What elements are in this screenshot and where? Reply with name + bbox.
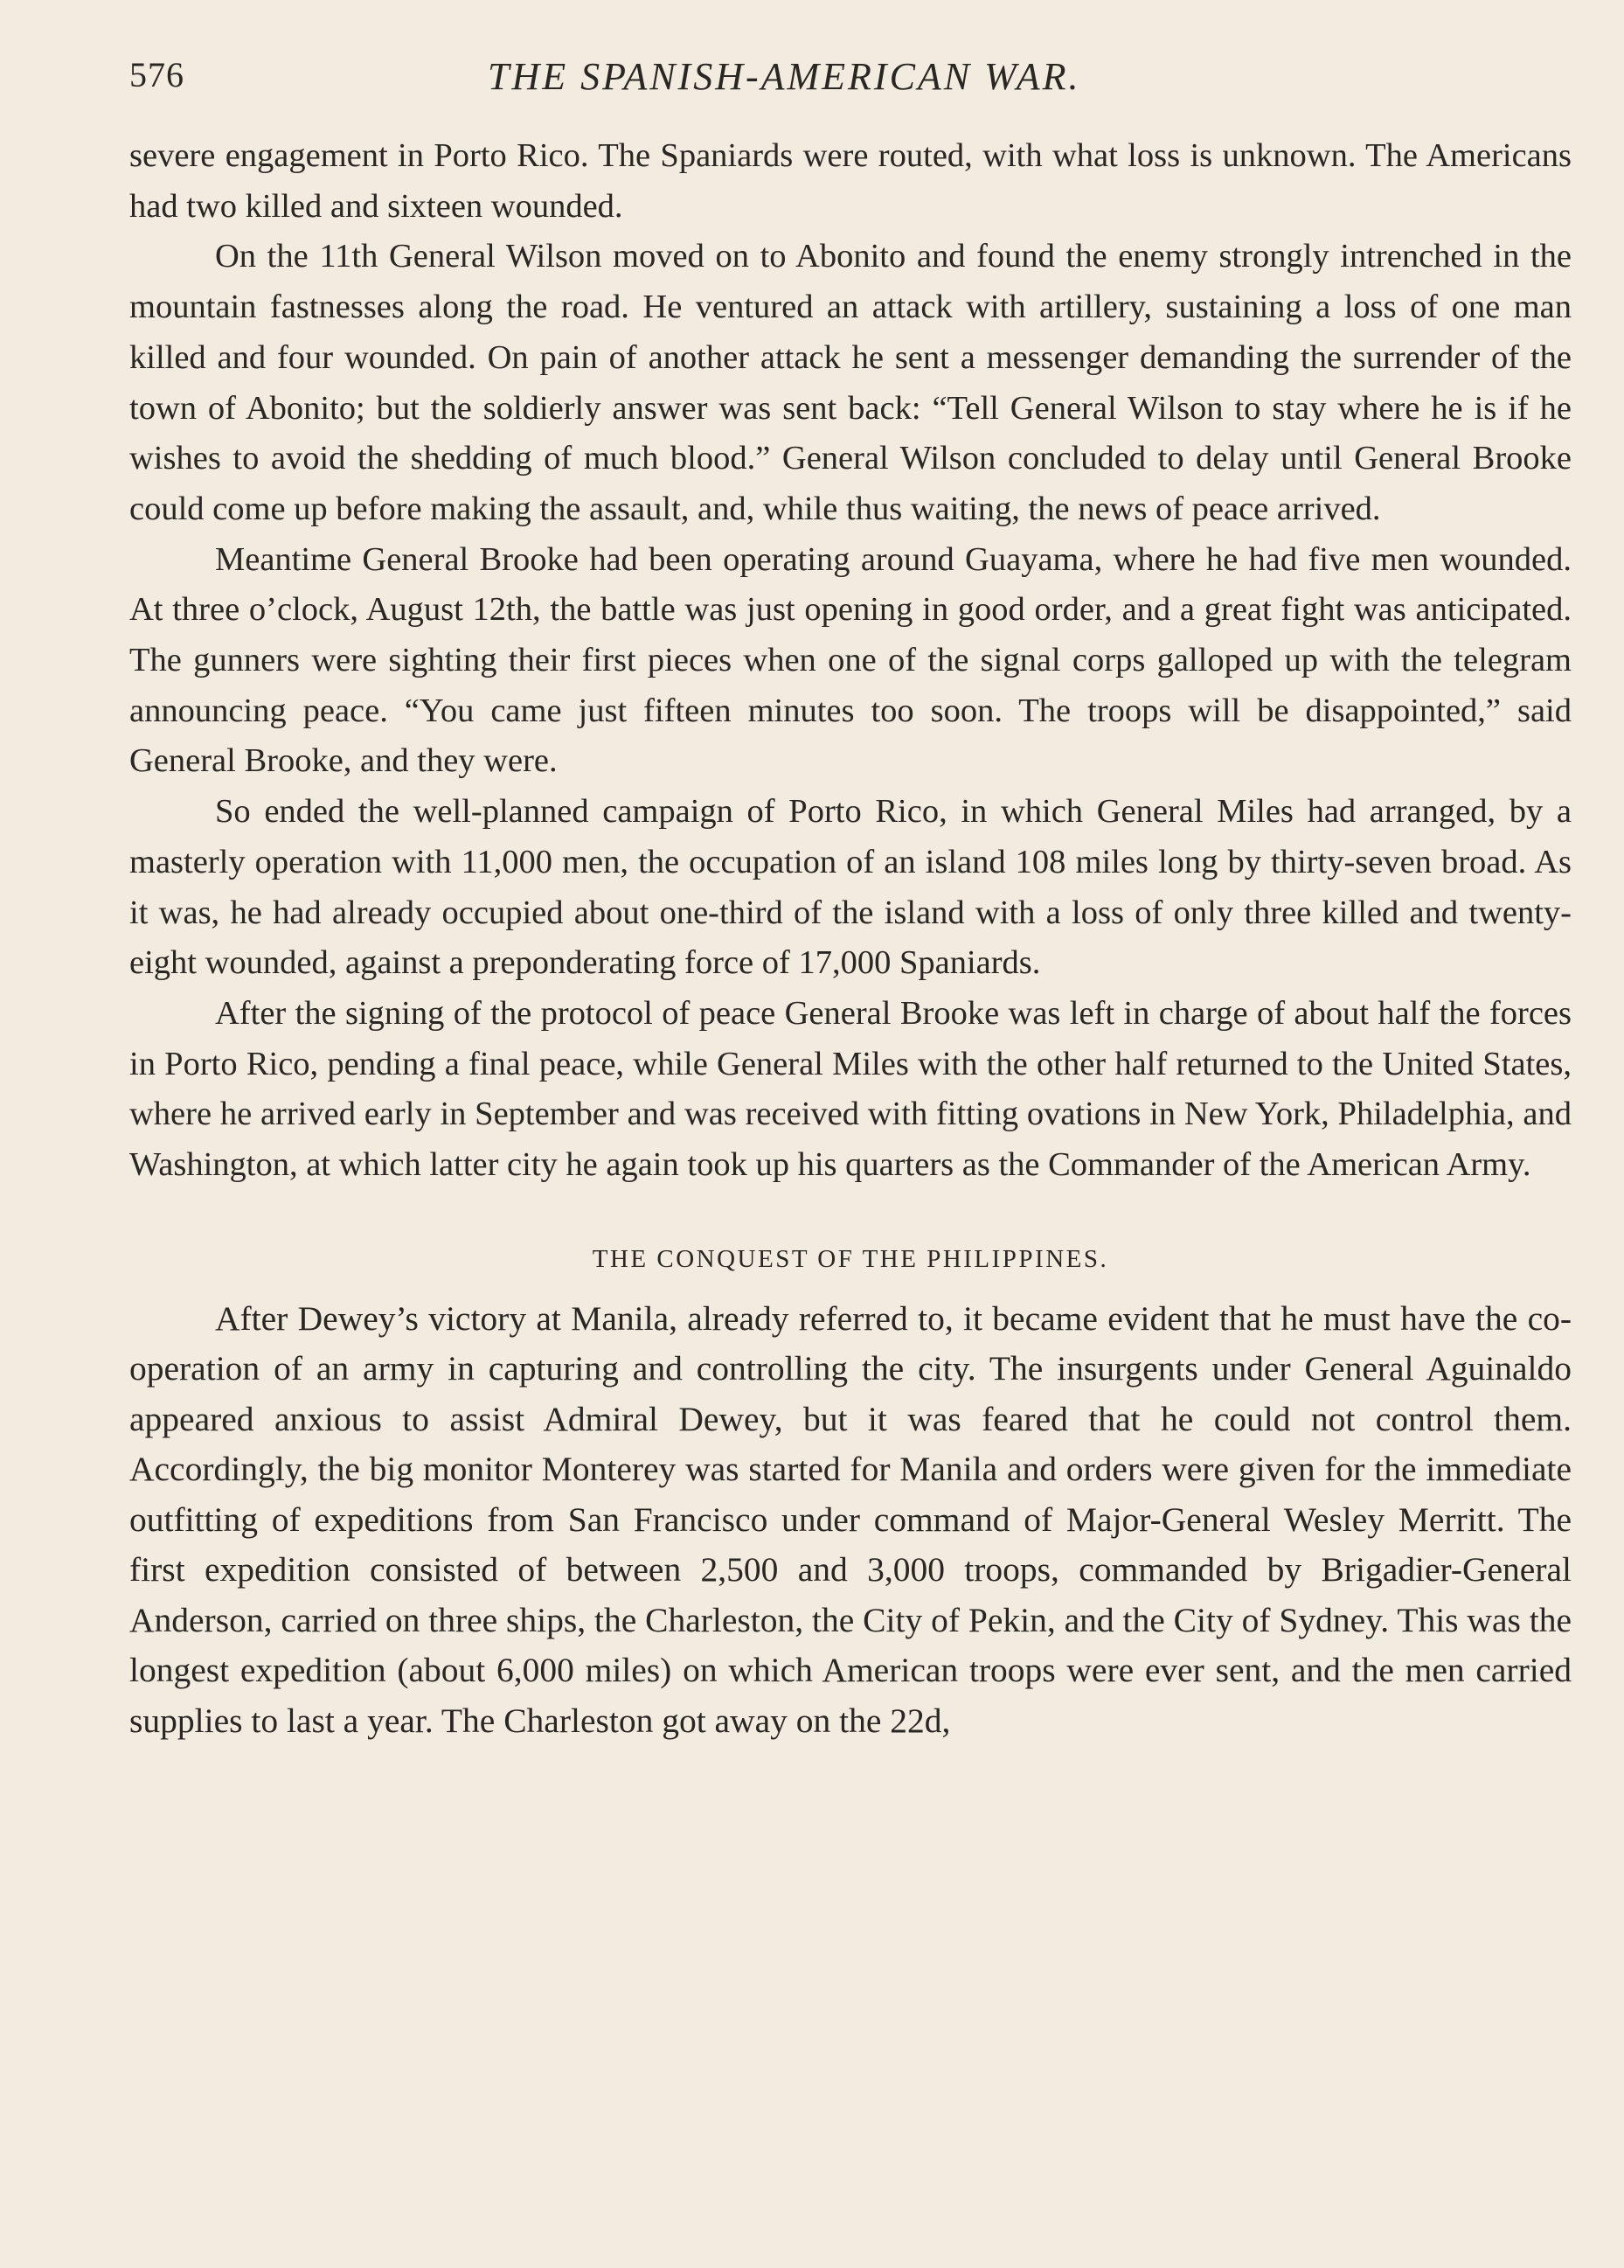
paragraph-continuation: severe engagement in Porto Rico. The Spaniards were routed, with what loss is unknown. The Americans had two killed and sixteen wounded. [129, 137, 1572, 225]
paragraph-wilson-abonito: On the 11th General Wilson moved on to Abonito and found the enemy strongly intrenched in the mountain fastnesses along the road. He ventured an attack with artillery, sustaining a loss of one man killed and four wounded. On pain of another attack he sent a messenger demanding the surrender of the town of Abonito; but the soldierly answer was sent back: “Tell General Wilson to stay where he is if he wishes to avoid the shedding of much blood.” General Wilson concluded to delay until General Brooke could come up before making the assault, and, while thus waiting, the news of peace arrived. [129, 238, 1572, 527]
paragraph-brooke-guayama: Meantime General Brooke had been operating around Guayama, where he had five men wounded. At three o’clock, August 12th, the battle was just opening in good order, and a great fight was anticipated. The gunners were sighting their first pieces when one of the signal corps galloped up with the telegram announcing peace. “You came just fifteen minutes too soon. The troops will be disappointed,” said General Brooke, and they were. [129, 540, 1572, 780]
running-head [129, 54, 1624, 107]
section-heading: THE CONQUEST OF THE PHILIPPINES. [592, 1244, 1109, 1273]
page-number: 576 [129, 55, 184, 94]
paragraph-campaign-summary: So ended the well-planned campaign of Porto Rico, in which General Miles had arranged, by a masterly operation with 11,000 men, the occupation of an island 108 miles long by thirty-seven broad. As it was, he had already occupied about one-third of the island with a loss of only three killed and twenty-eight wounded, against a preponderating force of 17,000 Spaniards. [129, 793, 1572, 982]
running-title: THE SPANISH-AMERICAN WAR. [488, 55, 1081, 98]
paragraph-protocol-of-peace: After the signing of the protocol of peace General Brooke was left in charge of about half the forces in Porto Rico, pending a final peace, while General Miles with the other half returned to the United States, where he arrived early in September and was received with fitting ovations in New York, Philadelphia, and Washington, at which latter city he again took up his quarters as the Commander of the American Army. [129, 994, 1572, 1184]
body-text [129, 131, 1572, 1746]
paragraph-philippines: After Dewey’s victory at Manila, already referred to, it became evident that he must have the co-operation of an army in capturing and controlling the city. The insurgents under General Aguinaldo appeared anxious to assist Admiral Dewey, but it was feared that he could not control them. Accordingly, the big monitor Monterey was started for Manila and orders were given for the immediate outfitting of expeditions from San Francisco under command of Major-General Wesley Merritt. The first expedition consisted of between 2,500 and 3,000 troops, commanded by Brigadier-General Anderson, carried on three ships, the Charleston, the City of Pekin, and the City of Sydney. This was the longest expedition (about 6,000 miles) on which American troops were ever sent, and the men carried supplies to last a year. The Charleston got away on the 22d, [129, 1298, 1572, 1740]
